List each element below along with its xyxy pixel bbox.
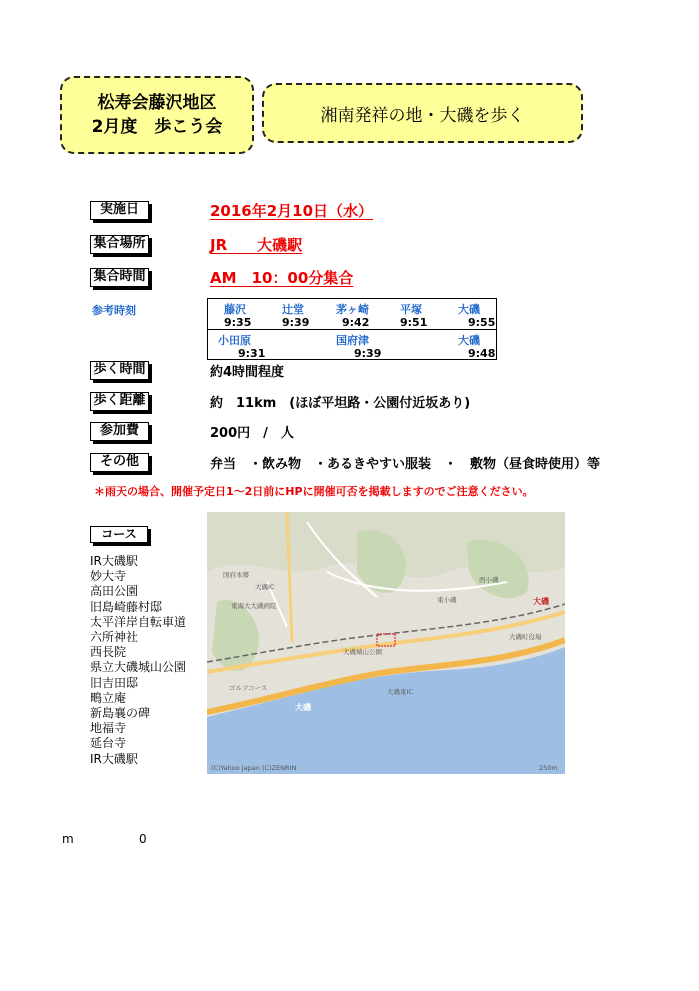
- timetable-time: 9:31: [238, 347, 266, 360]
- walk-time-label: 歩く時間: [90, 361, 149, 380]
- timetable-station: 大磯: [458, 334, 480, 347]
- timetable-station: 国府津: [336, 334, 369, 347]
- footer-m: m: [62, 832, 74, 846]
- event-month: 2月度 歩こう会: [91, 117, 223, 137]
- timetable-time: 9:35: [224, 316, 252, 329]
- course-stop: IR大磯駅: [90, 751, 138, 766]
- course-list: [90, 554, 186, 767]
- course-stop: 旧吉田邸: [90, 675, 139, 690]
- timetable-time: 9:39: [282, 316, 310, 329]
- timetable-title: 参考時刻: [92, 304, 136, 317]
- course-stop: IR大磯駅: [90, 554, 138, 568]
- course-stop: 新島襄の碑: [90, 706, 151, 721]
- map-label-oiso-station: 大磯: [533, 597, 549, 606]
- other-label: その他: [90, 453, 149, 472]
- date-value: 2016年2月10日（水）: [210, 202, 374, 220]
- course-stop: 鴫立庵: [90, 690, 127, 705]
- other-value: 弁当 ・飲み物 ・あるきやすい服装 ・ 敷物（昼食時使用）等: [210, 457, 601, 472]
- course-stop: 六所神社: [90, 630, 139, 645]
- footer-zero: 0: [139, 832, 147, 846]
- timetable-time: 9:42: [342, 316, 370, 329]
- timetable-station: 藤沢: [224, 303, 246, 316]
- meeting-time-label: 集合時間: [90, 268, 149, 287]
- course-stop: 旧島崎藤村邸: [90, 599, 163, 614]
- timetable: [207, 298, 497, 360]
- map-label-kokufu: 国府本郷: [223, 571, 249, 579]
- theme-box: [262, 83, 583, 143]
- course-stop: 太平洋岸自転車道: [90, 614, 187, 629]
- course-stop: 地福寺: [90, 721, 127, 736]
- date-label: 実施日: [90, 201, 149, 220]
- course-stop: 県立大磯城山公園: [90, 660, 187, 675]
- timetable-station: 平塚: [400, 303, 422, 316]
- course-stop: 西長院: [90, 645, 127, 660]
- timetable-station: 茅ヶ崎: [336, 303, 369, 316]
- map-scale: 250m: [539, 764, 558, 772]
- course-stop: 妙大寺: [90, 569, 127, 584]
- organizer-name: 松寿会藤沢地区: [97, 93, 217, 113]
- map-label-oiso-ic: 大磯IC: [255, 583, 275, 591]
- map-graphic: [207, 512, 565, 774]
- timetable-time: 9:48: [468, 347, 496, 360]
- timetable-station: 小田原: [218, 334, 251, 347]
- theme-title: 湘南発祥の地・大磯を歩く: [320, 105, 525, 126]
- course-stop: 延台寺: [90, 736, 127, 751]
- walk-distance-label: 歩く距離: [90, 392, 149, 411]
- timetable-time: 9:39: [354, 347, 382, 360]
- fee-value: 200円 / 人: [210, 426, 294, 441]
- timetable-time: 9:51: [400, 316, 428, 329]
- map-label-higashi: 東海大大磯病院: [231, 602, 277, 610]
- map-credit: (C)Yahoo Japan (C)ZENRIN: [211, 764, 297, 772]
- meeting-place-label: 集合場所: [90, 235, 149, 254]
- map-label-oiso: 大磯: [295, 703, 311, 712]
- organizer-box: [60, 76, 254, 154]
- map-label-oiso-east-ic: 大磯東IC: [387, 688, 413, 696]
- map-label-golf: ゴルフコース: [229, 684, 268, 692]
- meeting-place-value: JR 大磯駅: [210, 236, 303, 254]
- timetable-station: 大磯: [458, 303, 480, 316]
- timetable-station: 辻堂: [282, 303, 304, 316]
- walk-distance-value: 約 11km (ほぼ平坦路・公園付近坂あり): [210, 396, 471, 411]
- timetable-time: 9:55: [468, 316, 496, 329]
- fee-label: 参加費: [90, 422, 149, 441]
- timetable-divider: [208, 329, 496, 330]
- route-map: [207, 512, 565, 774]
- map-label-jyozan: 大磯城山公園: [343, 648, 382, 656]
- map-label-koiso: 東小磯: [437, 596, 457, 604]
- map-label-nishi: 西小磯: [479, 576, 499, 584]
- meeting-time-value: AM 10：00分集合: [210, 269, 354, 287]
- map-label-town-office: 大磯町役場: [509, 633, 542, 641]
- course-label: コース: [90, 526, 148, 543]
- rain-notice: ＊雨天の場合、開催予定日1～2日前にHPに開催可否を掲載しますのでご注意ください。: [94, 485, 534, 498]
- course-stop: 高田公園: [90, 584, 139, 599]
- walk-time-value: 約4時間程度: [210, 365, 285, 380]
